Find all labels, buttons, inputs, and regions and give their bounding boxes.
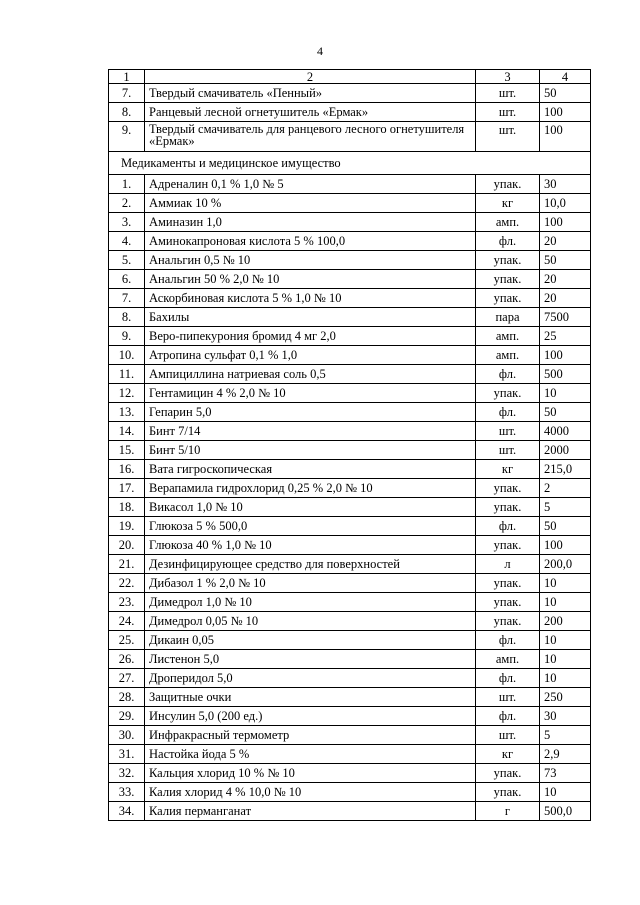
item-name: Ампициллина натриевая соль 0,5	[145, 365, 476, 384]
item-name: Защитные очки	[145, 688, 476, 707]
row-number: 3.	[109, 213, 145, 232]
item-unit: упак.	[476, 175, 540, 194]
item-quantity: 20	[540, 270, 591, 289]
item-name: Дезинфицирующее средство для поверхностей	[145, 555, 476, 574]
item-name: Аскорбиновая кислота 5 % 1,0 № 10	[145, 289, 476, 308]
item-name: Аминокапроновая кислота 5 % 100,0	[145, 232, 476, 251]
item-unit: кг	[476, 194, 540, 213]
table-row	[109, 574, 591, 593]
row-number: 34.	[109, 802, 145, 821]
item-unit: фл.	[476, 517, 540, 536]
item-name: Аммиак 10 %	[145, 194, 476, 213]
item-name: Бинт 7/14	[145, 422, 476, 441]
row-number: 27.	[109, 669, 145, 688]
item-unit: шт.	[476, 103, 540, 122]
item-name: Димедрол 1,0 № 10	[145, 593, 476, 612]
item-name: Калия хлорид 4 % 10,0 № 10	[145, 783, 476, 802]
row-number: 21.	[109, 555, 145, 574]
table-row	[109, 270, 591, 289]
table-row	[109, 707, 591, 726]
item-quantity: 200,0	[540, 555, 591, 574]
column-number-header-row	[109, 70, 591, 84]
item-name: Верапамила гидрохлорид 0,25 % 2,0 № 10	[145, 479, 476, 498]
item-unit: фл.	[476, 669, 540, 688]
item-name: Дроперидол 5,0	[145, 669, 476, 688]
section-title: Медикаменты и медицинское имущество	[109, 152, 591, 175]
row-number: 24.	[109, 612, 145, 631]
column-header-3: 3	[476, 70, 540, 84]
item-quantity: 50	[540, 251, 591, 270]
item-quantity: 30	[540, 707, 591, 726]
row-number: 28.	[109, 688, 145, 707]
item-unit: упак.	[476, 536, 540, 555]
table-row	[109, 365, 591, 384]
item-quantity: 73	[540, 764, 591, 783]
row-number: 2.	[109, 194, 145, 213]
item-quantity: 10	[540, 783, 591, 802]
item-unit: упак.	[476, 593, 540, 612]
table-row	[109, 460, 591, 479]
table-row	[109, 764, 591, 783]
table-row	[109, 593, 591, 612]
row-number: 25.	[109, 631, 145, 650]
item-unit: фл.	[476, 365, 540, 384]
table-row	[109, 232, 591, 251]
item-quantity: 20	[540, 289, 591, 308]
page-number: 4	[317, 44, 323, 58]
item-quantity: 2,9	[540, 745, 591, 764]
item-unit: упак.	[476, 384, 540, 403]
section-heading-row	[109, 152, 591, 175]
row-number: 7.	[109, 84, 145, 103]
item-name: Ранцевый лесной огнетушитель «Ермак»	[145, 103, 476, 122]
item-unit: л	[476, 555, 540, 574]
item-name: Кальция хлорид 10 % № 10	[145, 764, 476, 783]
row-number: 1.	[109, 175, 145, 194]
table-row	[109, 194, 591, 213]
row-number: 5.	[109, 251, 145, 270]
item-name: Атропина сульфат 0,1 % 1,0	[145, 346, 476, 365]
item-quantity: 100	[540, 346, 591, 365]
inventory-table-body	[109, 70, 591, 821]
row-number: 31.	[109, 745, 145, 764]
item-name: Глюкоза 40 % 1,0 № 10	[145, 536, 476, 555]
row-number: 8.	[109, 308, 145, 327]
item-quantity: 30	[540, 175, 591, 194]
item-name: Дибазол 1 % 2,0 № 10	[145, 574, 476, 593]
row-number: 17.	[109, 479, 145, 498]
item-unit: фл.	[476, 232, 540, 251]
item-name: Веро-пипекурония бромид 4 мг 2,0	[145, 327, 476, 346]
item-name: Настойка йода 5 %	[145, 745, 476, 764]
item-unit: кг	[476, 460, 540, 479]
row-number: 9.	[109, 327, 145, 346]
item-quantity: 500	[540, 365, 591, 384]
item-name: Гентамицин 4 % 2,0 № 10	[145, 384, 476, 403]
item-unit: упак.	[476, 574, 540, 593]
table-row	[109, 175, 591, 194]
item-quantity: 2000	[540, 441, 591, 460]
item-quantity: 5	[540, 726, 591, 745]
item-unit: г	[476, 802, 540, 821]
item-unit: упак.	[476, 479, 540, 498]
item-unit: упак.	[476, 764, 540, 783]
row-number: 13.	[109, 403, 145, 422]
table-row	[109, 122, 591, 152]
item-unit: шт.	[476, 441, 540, 460]
row-number: 19.	[109, 517, 145, 536]
row-number: 9.	[109, 122, 145, 152]
table-row	[109, 384, 591, 403]
row-number: 15.	[109, 441, 145, 460]
row-number: 12.	[109, 384, 145, 403]
table-row	[109, 802, 591, 821]
item-unit: фл.	[476, 403, 540, 422]
item-quantity: 20	[540, 232, 591, 251]
item-quantity: 10	[540, 574, 591, 593]
row-number: 33.	[109, 783, 145, 802]
item-unit: шт.	[476, 688, 540, 707]
row-number: 32.	[109, 764, 145, 783]
table-row	[109, 479, 591, 498]
table-row	[109, 403, 591, 422]
item-unit: шт.	[476, 422, 540, 441]
item-quantity: 500,0	[540, 802, 591, 821]
item-name: Димедрол 0,05 № 10	[145, 612, 476, 631]
item-name: Гепарин 5,0	[145, 403, 476, 422]
table-row	[109, 422, 591, 441]
item-unit: упак.	[476, 251, 540, 270]
column-header-2: 2	[145, 70, 476, 84]
table-row	[109, 289, 591, 308]
row-number: 6.	[109, 270, 145, 289]
column-header-1: 1	[109, 70, 145, 84]
item-unit: амп.	[476, 213, 540, 232]
table-row	[109, 555, 591, 574]
table-row	[109, 308, 591, 327]
item-unit: фл.	[476, 707, 540, 726]
row-number: 18.	[109, 498, 145, 517]
item-unit: упак.	[476, 783, 540, 802]
table-row	[109, 688, 591, 707]
table-row	[109, 745, 591, 764]
item-unit: упак.	[476, 289, 540, 308]
item-unit: амп.	[476, 346, 540, 365]
item-unit: шт.	[476, 122, 540, 152]
item-quantity: 7500	[540, 308, 591, 327]
row-number: 20.	[109, 536, 145, 555]
item-quantity: 10	[540, 669, 591, 688]
row-number: 23.	[109, 593, 145, 612]
item-unit: упак.	[476, 498, 540, 517]
row-number: 11.	[109, 365, 145, 384]
inventory-table	[108, 69, 591, 821]
item-unit: пара	[476, 308, 540, 327]
table-row	[109, 536, 591, 555]
row-number: 4.	[109, 232, 145, 251]
item-unit: амп.	[476, 650, 540, 669]
item-unit: шт.	[476, 726, 540, 745]
item-unit: кг	[476, 745, 540, 764]
table-row	[109, 327, 591, 346]
item-quantity: 10	[540, 631, 591, 650]
table-row	[109, 631, 591, 650]
column-header-4: 4	[540, 70, 591, 84]
item-unit: упак.	[476, 270, 540, 289]
table-row	[109, 498, 591, 517]
row-number: 10.	[109, 346, 145, 365]
row-number: 14.	[109, 422, 145, 441]
item-name: Твердый смачиватель «Пенный»	[145, 84, 476, 103]
item-name: Викасол 1,0 № 10	[145, 498, 476, 517]
item-name: Дикаин 0,05	[145, 631, 476, 650]
table-row	[109, 213, 591, 232]
item-unit: амп.	[476, 327, 540, 346]
item-quantity: 10	[540, 650, 591, 669]
item-quantity: 50	[540, 84, 591, 103]
item-quantity: 10	[540, 384, 591, 403]
item-name: Аминазин 1,0	[145, 213, 476, 232]
row-number: 26.	[109, 650, 145, 669]
item-name: Инфракрасный термометр	[145, 726, 476, 745]
item-name: Анальгин 0,5 № 10	[145, 251, 476, 270]
item-unit: шт.	[476, 84, 540, 103]
item-name: Твердый смачиватель для ранцевого лесного огнетушителя «Ермак»	[145, 122, 476, 152]
table-row	[109, 251, 591, 270]
item-quantity: 100	[540, 103, 591, 122]
item-quantity: 215,0	[540, 460, 591, 479]
item-name: Бахилы	[145, 308, 476, 327]
item-quantity: 50	[540, 403, 591, 422]
item-unit: фл.	[476, 631, 540, 650]
item-quantity: 100	[540, 536, 591, 555]
item-unit: упак.	[476, 612, 540, 631]
item-name: Глюкоза 5 % 500,0	[145, 517, 476, 536]
row-number: 22.	[109, 574, 145, 593]
item-name: Адреналин 0,1 % 1,0 № 5	[145, 175, 476, 194]
row-number: 8.	[109, 103, 145, 122]
table-row	[109, 783, 591, 802]
item-name: Бинт 5/10	[145, 441, 476, 460]
item-name: Анальгин 50 % 2,0 № 10	[145, 270, 476, 289]
item-quantity: 50	[540, 517, 591, 536]
row-number: 29.	[109, 707, 145, 726]
item-name: Калия перманганат	[145, 802, 476, 821]
item-quantity: 10	[540, 593, 591, 612]
table-row	[109, 612, 591, 631]
table-row	[109, 346, 591, 365]
item-quantity: 250	[540, 688, 591, 707]
table-row	[109, 103, 591, 122]
table-row	[109, 441, 591, 460]
table-row	[109, 669, 591, 688]
item-quantity: 100	[540, 213, 591, 232]
item-quantity: 10,0	[540, 194, 591, 213]
item-name: Инсулин 5,0 (200 ед.)	[145, 707, 476, 726]
row-number: 30.	[109, 726, 145, 745]
row-number: 16.	[109, 460, 145, 479]
table-row	[109, 726, 591, 745]
item-quantity: 4000	[540, 422, 591, 441]
table-row	[109, 517, 591, 536]
row-number: 7.	[109, 289, 145, 308]
item-quantity: 5	[540, 498, 591, 517]
table-row	[109, 650, 591, 669]
table-row	[109, 84, 591, 103]
item-quantity: 2	[540, 479, 591, 498]
item-quantity: 200	[540, 612, 591, 631]
item-name: Вата гигроскопическая	[145, 460, 476, 479]
item-quantity: 25	[540, 327, 591, 346]
item-quantity: 100	[540, 122, 591, 152]
item-name: Листенон 5,0	[145, 650, 476, 669]
